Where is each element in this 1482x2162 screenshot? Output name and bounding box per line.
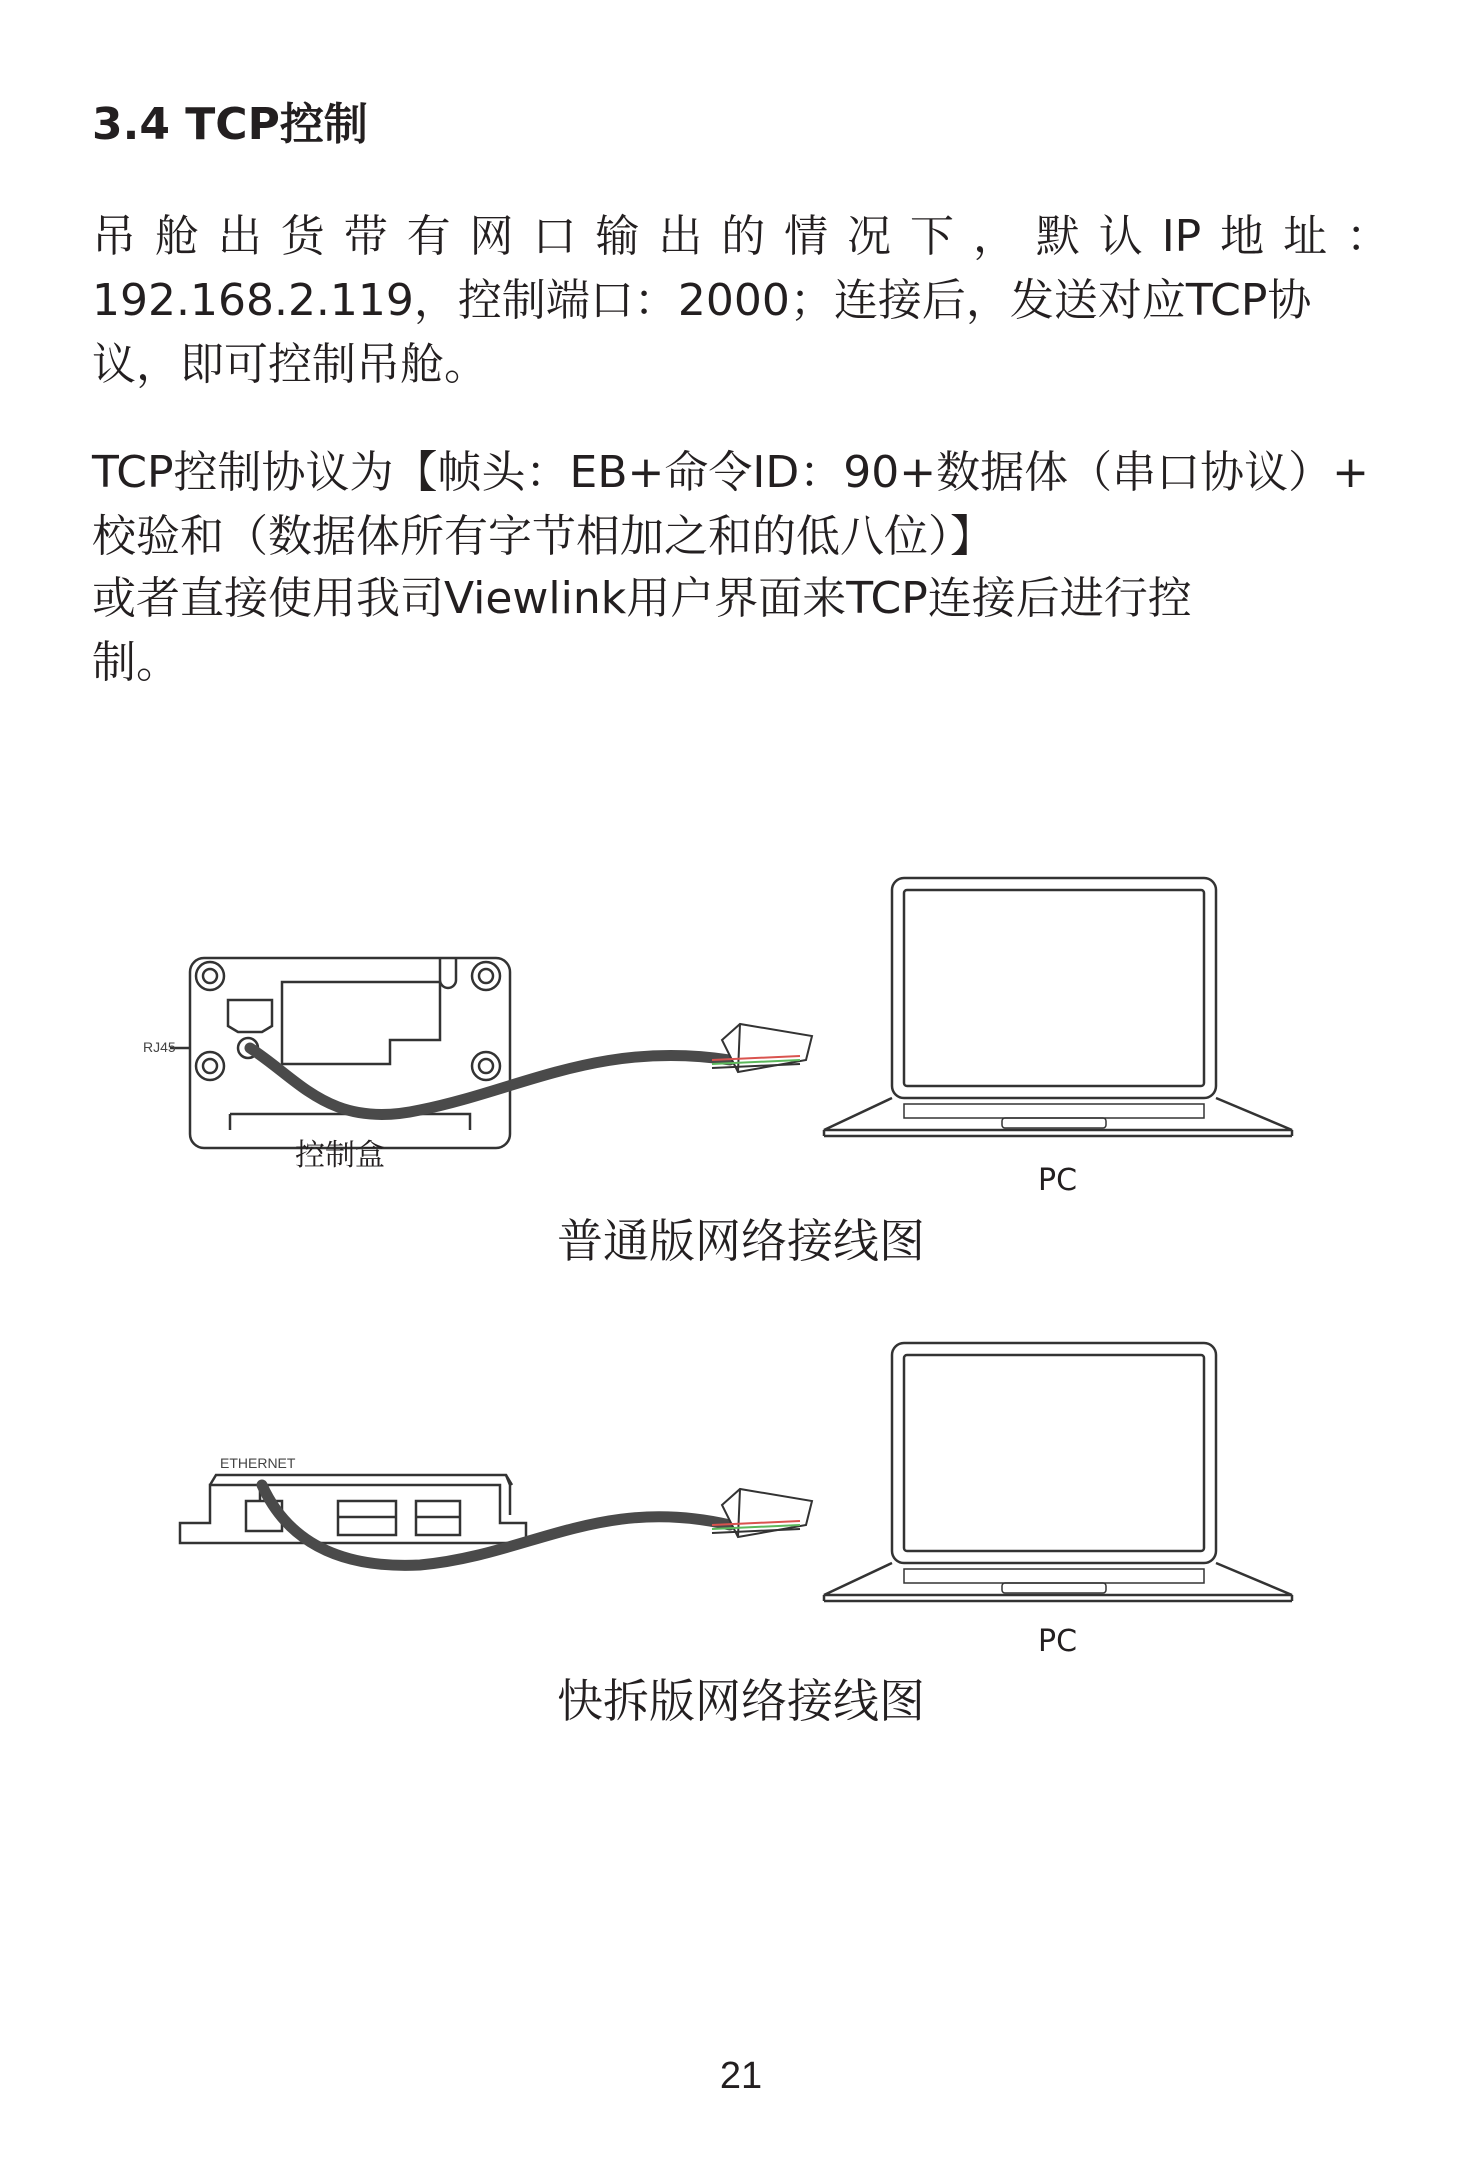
laptop-illustration	[824, 1343, 1292, 1601]
ethernet-label: ETHERNET	[220, 1455, 296, 1471]
quick-release-box-illustration	[180, 1475, 526, 1543]
pc-label: PC	[1038, 1163, 1078, 1198]
ethernet-cable	[250, 1048, 730, 1115]
paragraph-line: TCP控制协议为【帧头：EB+命令ID：90+数据体（串口协议）+	[92, 447, 1369, 498]
rj45-label: RJ45	[143, 1039, 176, 1055]
paragraph-protocol	[92, 441, 1390, 569]
paragraph-line: 或者直接使用我司Viewlink用户界面来TCP连接后进行控	[92, 573, 1192, 624]
pc-label: PC	[1038, 1624, 1078, 1659]
paragraph-line: 192.168.2.119，控制端口：2000；连接后，发送对应TCP协	[92, 275, 1312, 326]
quick-release-wiring-caption: 快拆版网络接线图	[557, 1674, 925, 1728]
paragraph-line: 议，即可控制吊舱。	[92, 339, 488, 390]
ethernet-cable	[262, 1485, 730, 1565]
paragraph-line: 校验和（数据体所有字节相加之和的低八位）】	[92, 511, 994, 562]
standard-wiring-diagram	[0, 860, 1482, 1200]
paragraph-line: 制。	[92, 637, 180, 688]
paragraph-ip-address	[92, 205, 1390, 397]
standard-wiring-caption: 普通版网络接线图	[557, 1214, 925, 1268]
page-number: 21	[719, 2055, 763, 2097]
control-box-illustration	[170, 958, 510, 1148]
paragraph-line: 吊舱出货带有网口输出的情况下，默认IP地址：	[92, 211, 1390, 262]
section-heading: 3.4 TCP控制	[92, 99, 368, 150]
laptop-illustration	[824, 878, 1292, 1136]
control-box-label: 控制盒	[295, 1138, 385, 1173]
paragraph-viewlink	[92, 567, 1390, 695]
quick-release-wiring-diagram	[0, 1325, 1482, 1665]
